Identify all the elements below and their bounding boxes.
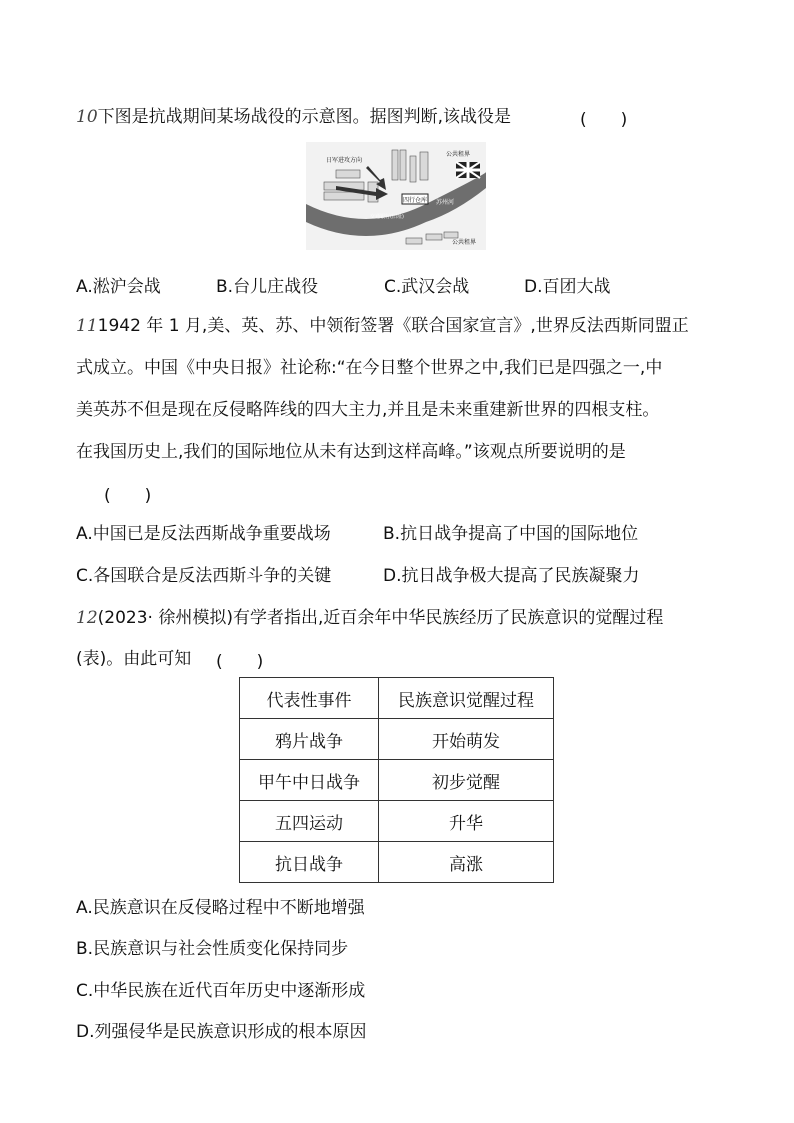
q12-option-b[interactable]: B.民族意识与社会性质变化保持同步 xyxy=(76,939,349,959)
q11-option-c[interactable]: C.各国联合是反法西斯斗争的关键 xyxy=(76,566,332,586)
q12-stem-line-1 xyxy=(76,606,663,630)
q10-stem: 下图是抗战期间某场战役的示意图。据图判断,该战役是 xyxy=(97,107,512,127)
q11-stem-line-3: 美英苏不但是现在反侵略阵线的四大主力,并且是未来重建新世界的四根支柱。 xyxy=(76,400,660,420)
q10-stem-line xyxy=(76,105,511,129)
river-label: 苏州河 xyxy=(436,199,455,206)
q10-number: 10 xyxy=(76,107,98,127)
national-consciousness-table xyxy=(239,677,554,883)
q12-text-1: (2023· 徐州模拟)有学者指出,近百余年中华民族经历了民族意识的觉醒过程 xyxy=(97,608,664,628)
table-row xyxy=(240,842,554,883)
q10-option-c[interactable]: C.武汉会战 xyxy=(384,277,470,297)
table-header-process: 民族意识觉醒过程 xyxy=(379,678,554,719)
q10-option-d[interactable]: D.百团大战 xyxy=(524,277,611,297)
q11-answer-paren[interactable]: ( ) xyxy=(104,486,152,506)
q11-option-a[interactable]: A.中国已是反法西斯战争重要战场 xyxy=(76,524,331,544)
table-cell-event: 五四运动 xyxy=(240,801,379,842)
table-row xyxy=(240,760,554,801)
bank-label: 交通银行(旧址) xyxy=(370,214,404,220)
q11-option-d[interactable]: D.抗日战争极大提高了民族凝聚力 xyxy=(383,566,640,586)
q12-stem-line-2 xyxy=(76,647,191,671)
q12-option-d[interactable]: D.列强侵华是民族意识形成的根本原因 xyxy=(76,1022,367,1042)
table-cell-event: 抗日战争 xyxy=(240,842,379,883)
settlement-label-top: 公共租界 xyxy=(446,151,471,158)
warehouse-label: 四行仓库 xyxy=(402,197,428,204)
table-cell-event: 甲午中日战争 xyxy=(240,760,379,801)
q11-stem-line-2: 式成立。中国《中央日报》社论称:“在今日整个世界之中,我们已是四强之一,中 xyxy=(76,358,663,378)
q10-options xyxy=(76,272,716,296)
table-cell-process: 开始萌发 xyxy=(379,719,554,760)
table-cell-event: 鸦片战争 xyxy=(240,719,379,760)
q12-number: 12 xyxy=(76,608,98,628)
table-header-row xyxy=(240,678,554,719)
battle-map xyxy=(306,142,486,250)
q12-answer-paren[interactable]: ( ) xyxy=(216,652,264,672)
q11-number: 11 xyxy=(76,316,98,336)
q11-text-1: 1942 年 1 月,美、英、苏、中领衔签署《联合国家宣言》,世界反法西斯同盟正 xyxy=(97,316,689,336)
attack-direction-label: 日军进攻方向 xyxy=(326,157,363,164)
table-header-event: 代表性事件 xyxy=(240,678,379,719)
settlement-label-bottom: 公共租界 xyxy=(452,239,477,246)
q12-option-a[interactable]: A.民族意识在反侵略过程中不断地增强 xyxy=(76,898,365,918)
table-cell-process: 高涨 xyxy=(379,842,554,883)
union-flag-icon xyxy=(456,162,480,178)
q10-answer-paren[interactable]: ( ) xyxy=(580,110,628,130)
q11-option-b[interactable]: B.抗日战争提高了中国的国际地位 xyxy=(383,524,639,544)
table-row xyxy=(240,719,554,760)
table-cell-process: 升华 xyxy=(379,801,554,842)
table-row xyxy=(240,801,554,842)
q11-stem-line-1 xyxy=(76,314,689,338)
q11-stem-line-4: 在我国历史上,我们的国际地位从未有达到这样高峰。”该观点所要说明的是 xyxy=(76,442,626,462)
q10-option-a[interactable]: A.淞沪会战 xyxy=(76,277,161,297)
q12-text-2: (表)。由此可知 xyxy=(76,649,192,669)
table-cell-process: 初步觉醒 xyxy=(379,760,554,801)
q10-option-b[interactable]: B.台儿庄战役 xyxy=(216,277,319,297)
q12-option-c[interactable]: C.中华民族在近代百年历史中逐渐形成 xyxy=(76,981,366,1001)
